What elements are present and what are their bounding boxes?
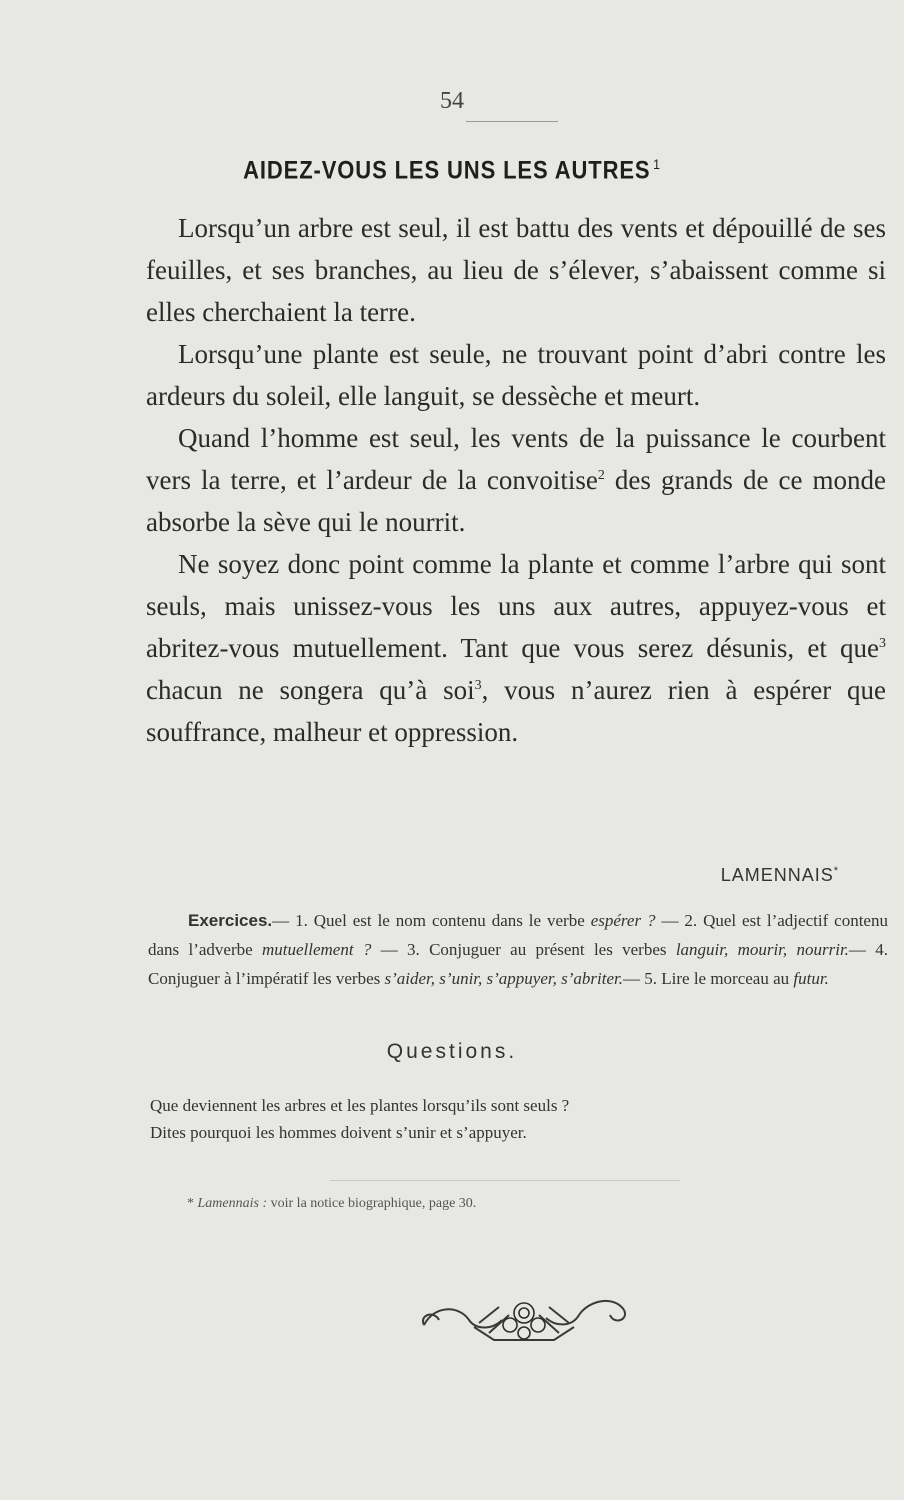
exercise-text: — 2. Quel est l’adjectif contenu dans l’adverbe — [148, 911, 888, 959]
main-text — [146, 207, 886, 753]
paragraph-text: chacun ne songera qu’à soi — [146, 675, 475, 705]
footnote — [187, 1196, 787, 1212]
exercise-term: futur. — [793, 969, 829, 988]
exercise-text: — 4. Conjuguer à l’impératif les verbes — [148, 940, 888, 988]
questions-heading: Questions. — [386, 1040, 518, 1063]
footnote-marker: 2 — [597, 468, 605, 483]
chapter-title-text: AIDEZ-VOUS LES UNS LES AUTRES — [243, 156, 651, 185]
exercise-term: espérer ? — [590, 911, 656, 930]
paragraph — [146, 543, 886, 753]
footnote-marker: 3 — [879, 636, 886, 651]
paragraph-text: , vous n’aurez rien à espérer que souffrance, malheur et oppression. — [146, 675, 887, 747]
footnote-text: voir la notice biographique, page 30. — [267, 1196, 477, 1211]
paragraph-text: Ne soyez donc point comme la plante et comme l’arbre qui sont seuls, mais unissez-vous les uns aux autres, appuyez-vous et abritez-vous mutuellement. Tant que vous serez désunis, et que — [146, 549, 886, 663]
paragraph: Lorsqu’une plante est seule, ne trouvant point d’abri contre les ardeurs du soleil, elle languit, se dessèche et meurt. — [146, 339, 886, 411]
paragraph-text: des grands de ce monde absorbe la sève qui le nourrit. — [146, 465, 886, 537]
footnote-marker: 3 — [474, 678, 482, 693]
author-signature — [721, 865, 839, 886]
questions-list — [150, 1092, 890, 1146]
exercise-text: — 3. Conjuguer au présent les verbes — [371, 940, 676, 959]
exercise-term: languir, mourir, nourrir. — [675, 940, 849, 959]
author-name: LAMENNAIS — [720, 865, 834, 885]
footnote-mark: * — [187, 1196, 198, 1211]
footnote-rule — [330, 1180, 680, 1181]
exercises-block — [148, 906, 888, 993]
exercises-text — [148, 906, 888, 993]
exercise-term: mutuellement ? — [261, 940, 372, 959]
page-number-rule — [466, 121, 558, 122]
floral-vignette-icon — [414, 1285, 634, 1355]
title-footnote-marker: 1 — [653, 156, 661, 172]
exercise-text: — 1. Quel est le nom contenu dans le verbe — [272, 911, 591, 930]
exercise-term: s’aider, s’unir, s’appuyer, s’abriter. — [384, 969, 623, 988]
paragraph-text: Quand l’homme est seul, les vents de la puissance le courbent vers la terre, et l’ardeur de la convoitise — [146, 423, 886, 495]
paragraph — [146, 417, 886, 543]
question-item: Que deviennent les arbres et les plantes lorsqu’ils sont seuls ? — [150, 1096, 570, 1115]
footnote-name: Lamennais : — [197, 1196, 268, 1211]
exercise-text: — 5. Lire le morceau au — [623, 969, 794, 988]
question-item: Dites pourquoi les hommes doivent s’unir et s’appuyer. — [150, 1123, 527, 1142]
page-number: 54 — [440, 88, 464, 114]
exercises-label: Exercices. — [188, 911, 273, 930]
chapter-title — [54, 156, 850, 185]
paragraph: Lorsqu’un arbre est seul, il est battu des vents et dépouillé de ses feuilles, et ses branches, au lieu de s’élever, s’abaissent comme si elles cherchaient la terre. — [146, 213, 886, 327]
author-footnote-marker: * — [833, 865, 839, 877]
